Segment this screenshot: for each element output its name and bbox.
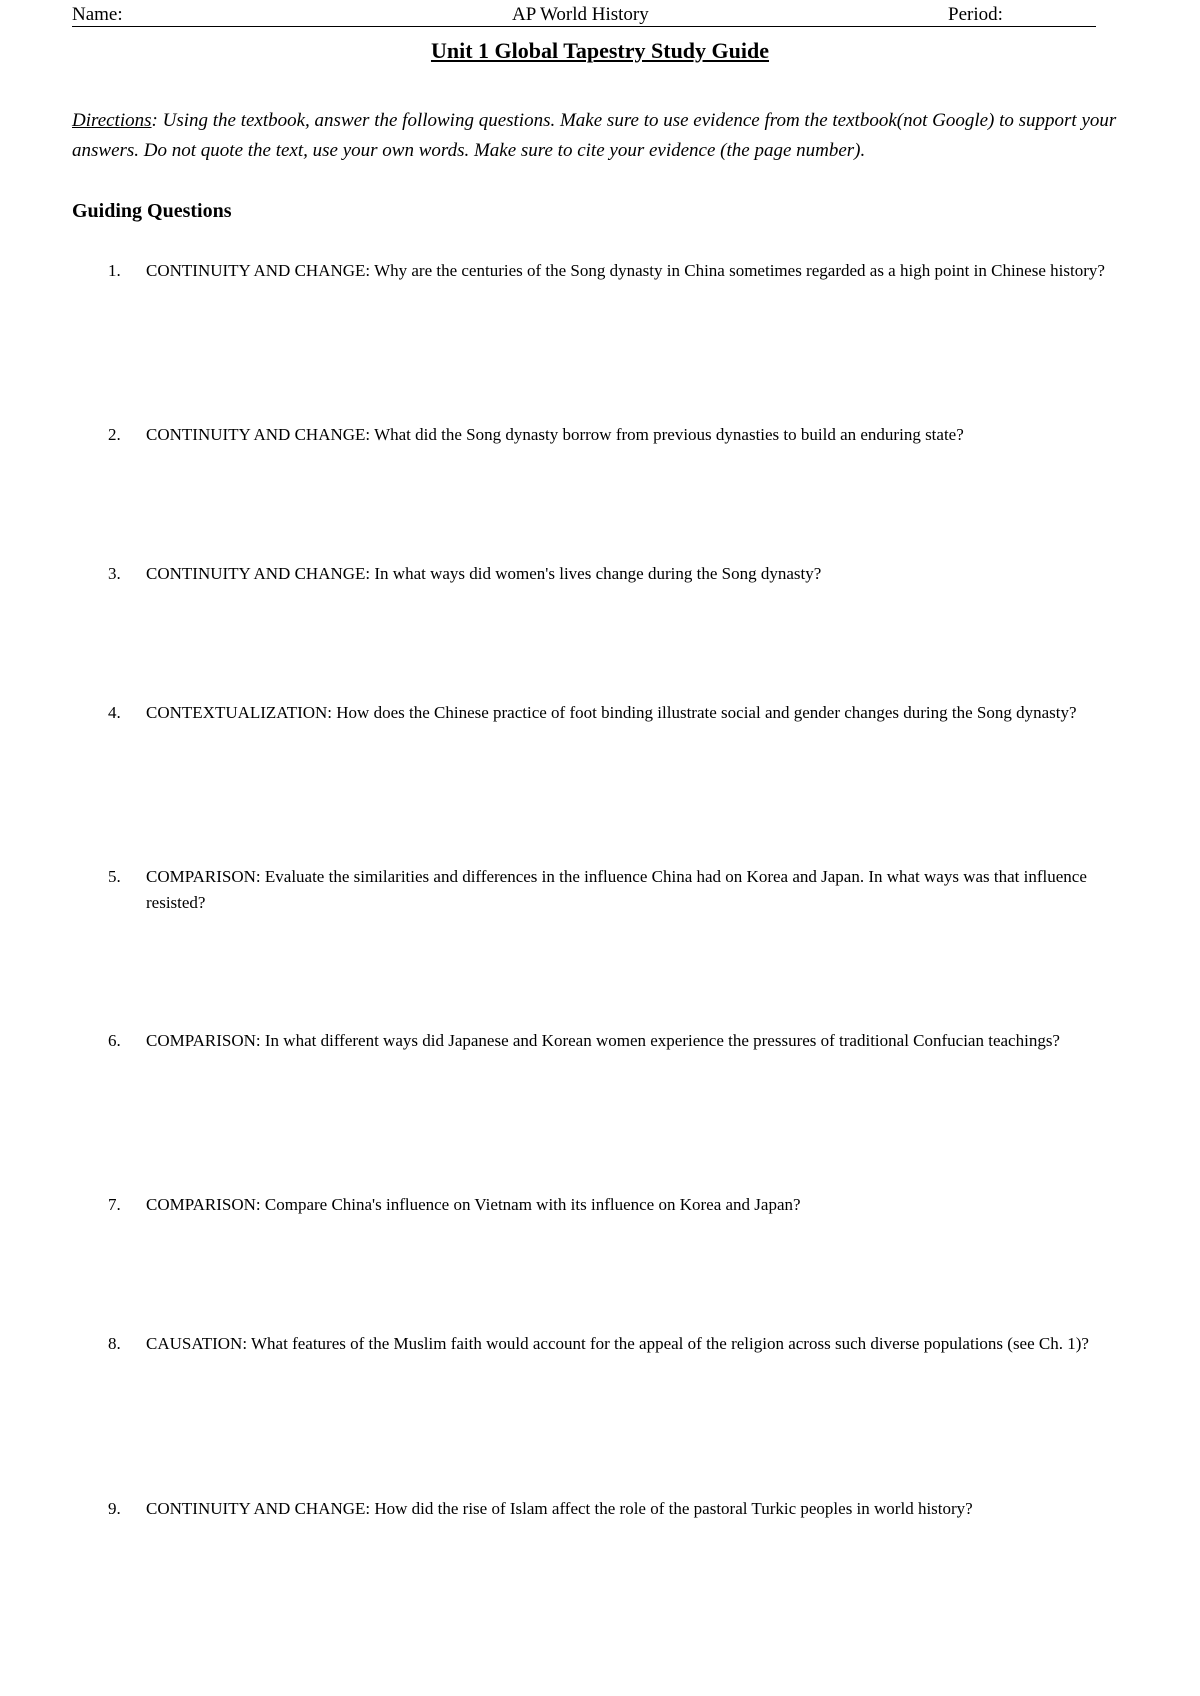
- directions-label: Directions: [72, 110, 152, 131]
- question-number: 1.: [108, 261, 121, 280]
- question-4: [108, 700, 1138, 726]
- question-text: COMPARISON: In what different ways did Japanese and Korean women experience the pressures of traditional Confucian teachings?: [146, 1031, 1060, 1050]
- question-text: CONTINUITY AND CHANGE: In what ways did women's lives change during the Song dynasty?: [146, 564, 822, 583]
- question-text: COMPARISON: Compare China's influence on Vietnam with its influence on Korea and Japan?: [146, 1195, 801, 1214]
- question-number: 6.: [108, 1031, 121, 1050]
- question-9: [108, 1496, 1138, 1522]
- question-text: CONTINUITY AND CHANGE: Why are the centuries of the Song dynasty in China sometimes regarded as a high point in Chinese history?: [146, 261, 1105, 280]
- question-6: [108, 1028, 1138, 1054]
- section-heading: Guiding Questions: [72, 200, 232, 222]
- question-number: 2.: [108, 425, 121, 444]
- header-line: [72, 0, 1096, 27]
- page-title: Unit 1 Global Tapestry Study Guide: [430, 38, 770, 63]
- question-text: CONTEXTUALIZATION: How does the Chinese practice of foot binding illustrate social and gender changes during the Song dynasty?: [146, 703, 1077, 722]
- question-text: COMPARISON: Evaluate the similarities and differences in the influence China had on Korea and Japan. In what ways was that influence resisted?: [146, 867, 1087, 912]
- question-number: 5.: [108, 867, 121, 886]
- question-text: CAUSATION: What features of the Muslim faith would account for the appeal of the religion across such diverse populations (see Ch. 1)?: [146, 1334, 1089, 1353]
- name-label: Name:: [72, 4, 123, 25]
- course-title: AP World History: [512, 4, 649, 25]
- directions: [72, 106, 1140, 166]
- question-number: 9.: [108, 1499, 121, 1518]
- question-number: 4.: [108, 703, 121, 722]
- question-number: 3.: [108, 564, 121, 583]
- question-number: 7.: [108, 1195, 121, 1214]
- question-7: [108, 1192, 1138, 1218]
- question-number: 8.: [108, 1334, 121, 1353]
- question-2: [108, 422, 1138, 448]
- question-3: [108, 561, 1138, 587]
- question-text: CONTINUITY AND CHANGE: How did the rise of Islam affect the role of the pastoral Turkic peoples in world history?: [146, 1499, 973, 1518]
- question-text: CONTINUITY AND CHANGE: What did the Song dynasty borrow from previous dynasties to build an enduring state?: [146, 425, 964, 444]
- question-1: [108, 258, 1138, 284]
- period-label: Period:: [948, 4, 1003, 25]
- question-5: [108, 864, 1138, 916]
- question-8: [108, 1331, 1138, 1357]
- directions-text: : Using the textbook, answer the following questions. Make sure to use evidence from the textbook(not Google) to support your answers. Do not quote the text, use your own words. Make sure to cite your evidence (the page number).: [72, 110, 1117, 161]
